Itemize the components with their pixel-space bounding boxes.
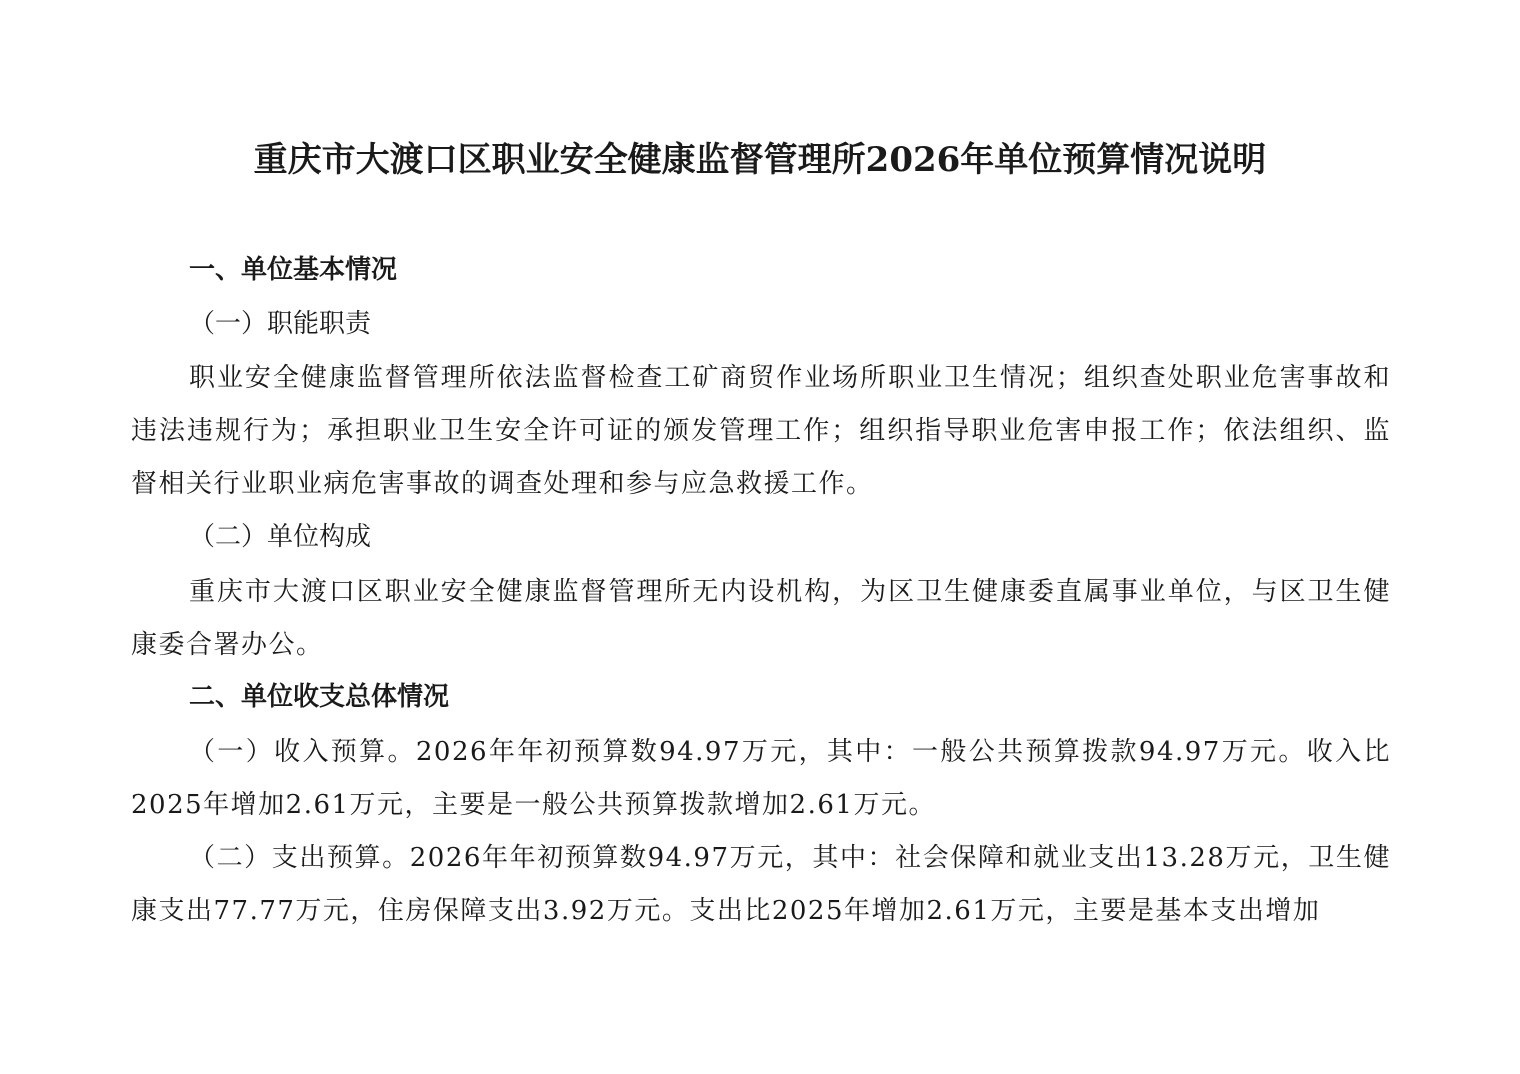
paragraph-duties: 职业安全健康监督管理所依法监督检查工矿商贸作业场所职业卫生情况；组织查处职业危害事故和违法违规行为；承担职业卫生安全许可证的颁发管理工作；组织指导职业危害申报工作；依法组织、监督相关行业职业病危害事故的调查处理和参与应急救援工作。 — [131, 363, 1391, 499]
section-heading-income-expense: 二、单位收支总体情况 — [189, 682, 450, 712]
paragraph-expense-budget: （二）支出预算。2026年年初预算数94.97万元，其中：社会保障和就业支出13.28万元，卫生健康支出77.77万元，住房保障支出3.92万元。支出比2025年增加2.61万元，主要是基本支出增加 — [131, 843, 1391, 926]
paragraph-income-budget: （一）收入预算。2026年年初预算数94.97万元，其中：一般公共预算拨款94.97万元。收入比2025年增加2.61万元，主要是一般公共预算拨款增加2.61万元。 — [131, 737, 1391, 820]
section-heading-basic-info: 一、单位基本情况 — [189, 255, 398, 285]
document-title: 重庆市大渡口区职业安全健康监督管理所2026年单位预算情况说明 — [253, 140, 1267, 180]
subsection-heading-composition: （二）单位构成 — [189, 522, 372, 552]
paragraph-composition: 重庆市大渡口区职业安全健康监督管理所无内设机构，为区卫生健康委直属事业单位，与区卫生健康委合署办公。 — [131, 577, 1391, 660]
subsection-heading-duties: （一）职能职责 — [189, 309, 372, 339]
